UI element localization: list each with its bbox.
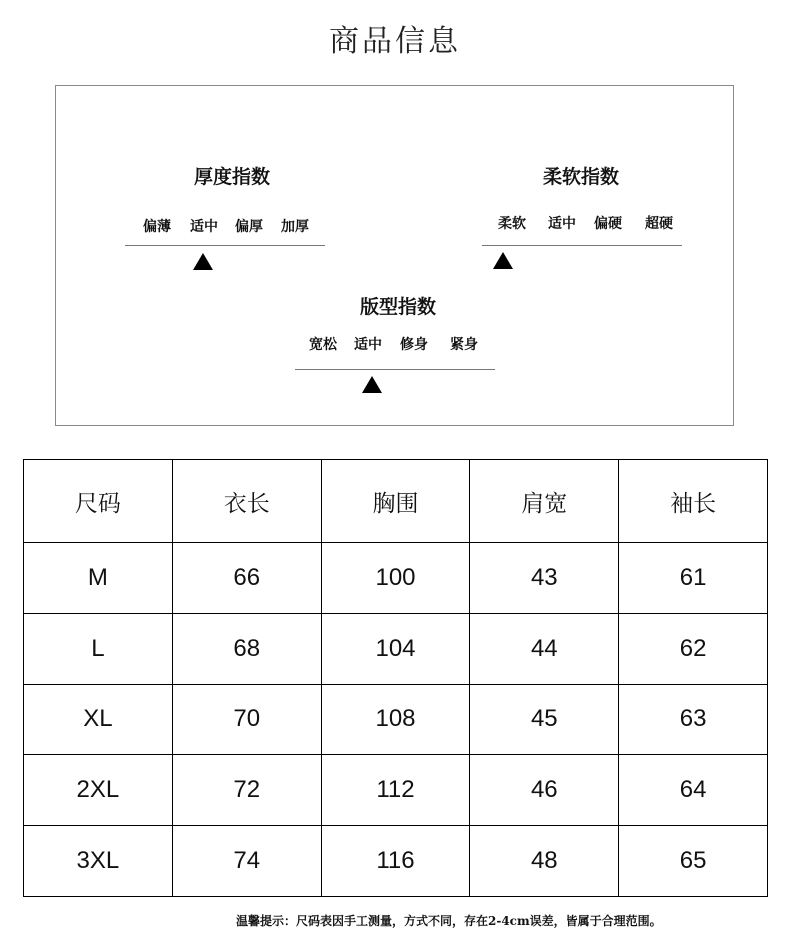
size-cell: 3XL bbox=[24, 826, 173, 897]
header-sleeve: 袖长 bbox=[619, 460, 768, 543]
sleeve-cell: 61 bbox=[619, 543, 768, 614]
table-row bbox=[24, 613, 768, 684]
shoulder-cell: 48 bbox=[470, 826, 619, 897]
fit-index-title: 版型指数 bbox=[360, 296, 437, 318]
size-cell: M bbox=[24, 543, 173, 614]
thickness-option: 偏薄 bbox=[143, 219, 171, 235]
thickness-scale-line bbox=[125, 245, 325, 246]
size-cell: 2XL bbox=[24, 755, 173, 826]
softness-scale-line bbox=[482, 245, 682, 246]
length-cell: 72 bbox=[172, 755, 321, 826]
length-cell: 74 bbox=[172, 826, 321, 897]
shoulder-cell: 46 bbox=[470, 755, 619, 826]
header-shoulder: 肩宽 bbox=[470, 460, 619, 543]
chest-cell: 112 bbox=[321, 755, 470, 826]
thickness-option: 适中 bbox=[190, 219, 218, 235]
shoulder-cell: 45 bbox=[470, 684, 619, 755]
fit-option: 适中 bbox=[354, 337, 382, 353]
size-cell: XL bbox=[24, 684, 173, 755]
length-cell: 66 bbox=[172, 543, 321, 614]
softness-option: 适中 bbox=[548, 216, 576, 232]
sleeve-cell: 65 bbox=[619, 826, 768, 897]
shoulder-cell: 44 bbox=[470, 613, 619, 684]
thickness-option: 偏厚 bbox=[235, 219, 263, 235]
softness-option: 柔软 bbox=[498, 216, 526, 232]
fit-marker-icon bbox=[362, 376, 382, 393]
measurement-footnote: 温馨提示：尺码表因手工测量，方式不同，存在2-4cm误差，皆属于合理范围。 bbox=[236, 914, 662, 928]
sleeve-cell: 63 bbox=[619, 684, 768, 755]
softness-option: 偏硬 bbox=[594, 216, 622, 232]
softness-index-title: 柔软指数 bbox=[543, 166, 620, 188]
header-chest: 胸围 bbox=[321, 460, 470, 543]
sleeve-cell: 64 bbox=[619, 755, 768, 826]
product-index-panel bbox=[55, 85, 734, 426]
thickness-index-title: 厚度指数 bbox=[194, 166, 271, 188]
thickness-marker-icon bbox=[193, 253, 213, 270]
length-cell: 68 bbox=[172, 613, 321, 684]
softness-marker-icon bbox=[493, 252, 513, 269]
chest-cell: 108 bbox=[321, 684, 470, 755]
table-row bbox=[24, 543, 768, 614]
softness-option: 超硬 bbox=[645, 216, 673, 232]
header-size: 尺码 bbox=[24, 460, 173, 543]
header-length: 衣长 bbox=[172, 460, 321, 543]
fit-option: 紧身 bbox=[450, 337, 478, 353]
sleeve-cell: 62 bbox=[619, 613, 768, 684]
fit-option: 修身 bbox=[400, 337, 428, 353]
fit-option: 宽松 bbox=[309, 337, 337, 353]
length-cell: 70 bbox=[172, 684, 321, 755]
chest-cell: 100 bbox=[321, 543, 470, 614]
chest-cell: 116 bbox=[321, 826, 470, 897]
page-title: 商品信息 bbox=[329, 24, 461, 59]
shoulder-cell: 43 bbox=[470, 543, 619, 614]
size-table bbox=[23, 459, 768, 897]
table-row bbox=[24, 684, 768, 755]
chest-cell: 104 bbox=[321, 613, 470, 684]
thickness-option: 加厚 bbox=[281, 219, 309, 235]
fit-scale-line bbox=[295, 369, 495, 370]
table-header-row bbox=[24, 460, 768, 543]
size-cell: L bbox=[24, 613, 173, 684]
table-row bbox=[24, 826, 768, 897]
table-row bbox=[24, 755, 768, 826]
